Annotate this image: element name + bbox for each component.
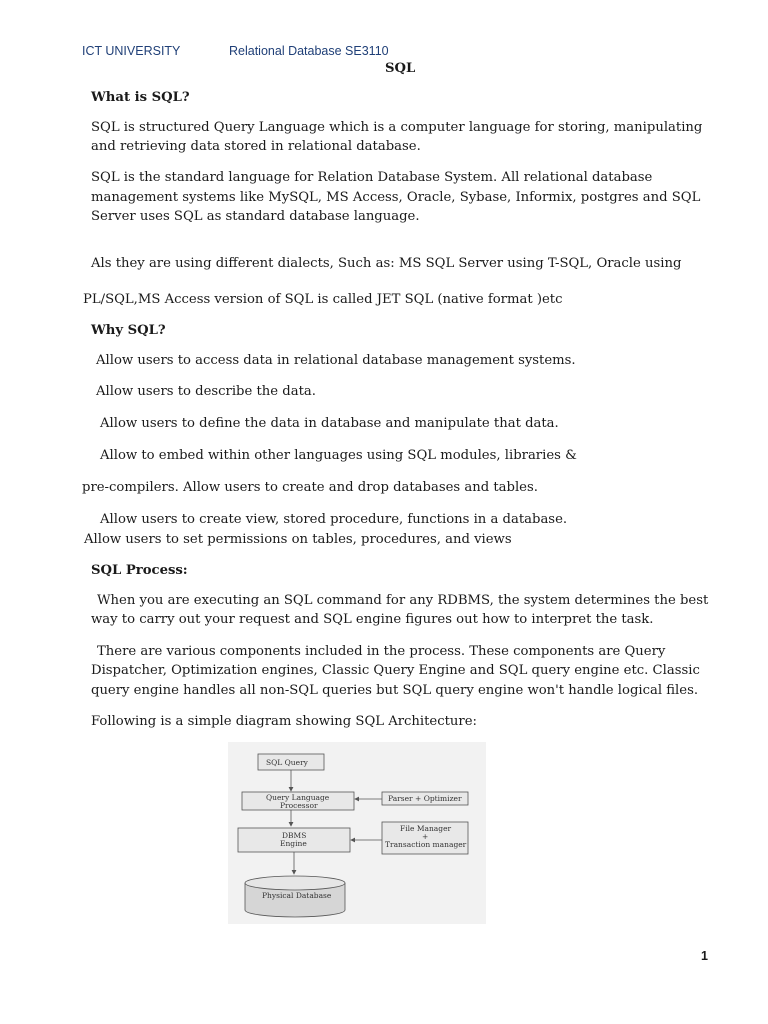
section-heading-what-is-sql: What is SQL? [91,90,190,105]
list-item: Allow users to define the data in database and manipulate that data. [100,416,559,431]
paragraph-line: Als they are using different dialects, Such as: MS SQL Server using T-SQL, Oracle using [91,256,682,271]
dbms-label-2: Engine [280,839,307,848]
paragraph-line: SQL is the standard language for Relation Database System. All relational database [91,170,653,185]
physical-database-label: Physical Database [262,891,332,900]
section-heading-why-sql: Why SQL? [91,323,166,338]
list-item: Allow users to create view, stored procedure, functions in a database. [100,512,568,527]
parser-label: Parser + Optimizer [388,794,462,803]
paragraph-line: PL/SQL,MS Access version of SQL is called JET SQL (native format )etc [83,292,563,307]
paragraph-line: Server uses SQL as standard database language. [91,209,420,224]
page-title: SQL [385,61,416,76]
paragraph-line: and retrieving data stored in relational database. [91,139,421,154]
fm-label-2: + [422,832,429,841]
paragraph-line: Dispatcher, Optimization engines, Classic Query Engine and SQL query engine etc. Classic [91,663,700,678]
section-heading-sql-process: SQL Process: [91,563,188,578]
list-item: Allow users to describe the data. [96,384,316,399]
paragraph-line: SQL is structured Query Language which is a computer language for storing, manipulating [91,120,703,135]
header-institution: ICT UNIVERSITY [82,44,181,58]
paragraph-line: way to carry out your request and SQL engine figures out how to interpret the task. [91,612,654,627]
list-item: Allow users to access data in relational database management systems. [96,353,576,368]
paragraph-line: Following is a simple diagram showing SQL Architecture: [91,714,477,729]
paragraph-line: query engine handles all non-SQL queries but SQL query engine won't handle logical files. [91,683,699,698]
fm-label-3: Transaction manager [385,840,467,849]
physical-database-top [245,876,345,890]
list-item: pre-compilers. Allow users to create and drop databases and tables. [82,480,538,495]
list-item: Allow to embed within other languages using SQL modules, libraries & [100,448,577,463]
paragraph-line: When you are executing an SQL command for any RDBMS, the system determines the best [97,593,709,608]
list-item: Allow users to set permissions on tables, procedures, and views [84,532,512,547]
paragraph-line: management systems like MySQL, MS Access, Oracle, Sybase, Informix, postgres and SQL [91,190,701,205]
sql-architecture-diagram [228,742,486,924]
header-course: Relational Database SE3110 [229,44,389,58]
page-number: 1 [701,949,708,963]
dbms-label-1: DBMS [282,831,307,840]
qlp-label-2: Processor [280,801,318,810]
sql-query-label: SQL Query [266,758,308,767]
fm-label-1: File Manager [400,824,452,833]
paragraph-line: There are various components included in the process. These components are Query [97,644,666,659]
qlp-label-1: Query Language [266,793,330,802]
